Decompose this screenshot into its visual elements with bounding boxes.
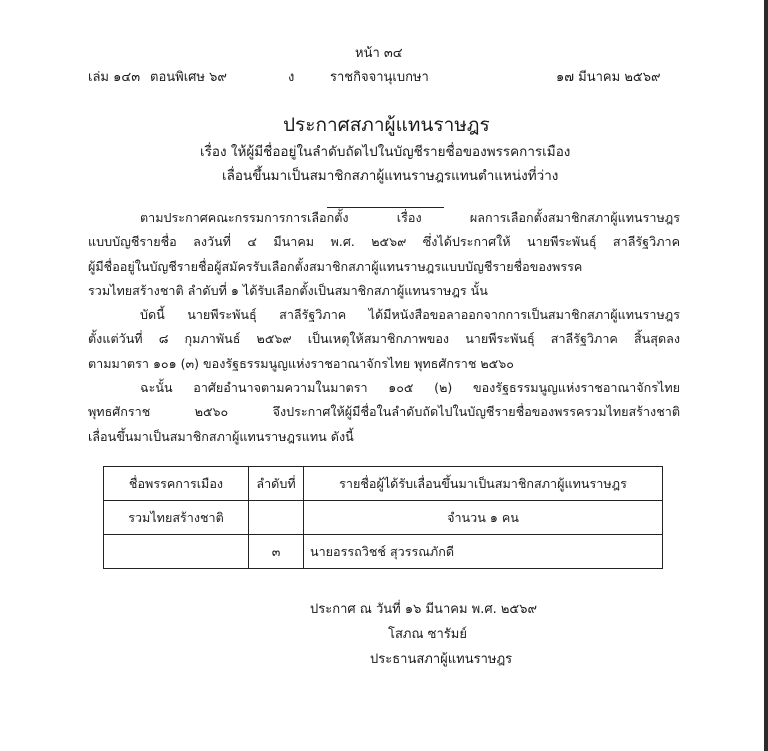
paragraph-1 xyxy=(88,206,680,303)
table-header-row xyxy=(104,467,663,501)
table-row xyxy=(104,501,663,535)
page-edge xyxy=(764,0,768,751)
publication-name: ราชกิจจานุเบกษา xyxy=(330,70,429,85)
paragraph-line: รวมไทยสร้างชาติ ลำดับที่ ๑ ได้รับเลือกตั้งเป็นสมาชิกสภาผู้แทนราษฎร นั้น xyxy=(88,282,488,298)
member-name: นายอรรถวิชช์ สุวรรณภักดี xyxy=(304,535,663,569)
section-letter: ง xyxy=(288,70,295,85)
paragraph-line: ตามมาตรา ๑๐๑ (๓) ของรัฐธรรมนูญแห่งราชอาณาจักรไทย พุทธศักราช ๒๕๖๐ xyxy=(88,355,514,371)
page-number: หน้า ๓๔ xyxy=(355,46,403,61)
paragraph-line: ตามประกาศคณะกรรมการการเลือกตั้ง เรื่อง ผลการเลือกตั้งสมาชิกสภาผู้แทนราษฎร xyxy=(140,210,680,225)
empty-cell xyxy=(104,535,249,569)
signatory-name: โสภณ ซารัมย์ xyxy=(388,627,467,642)
publication-date: ๑๗ มีนาคม ๒๕๖๙ xyxy=(556,70,661,85)
subject-line-1: เรื่อง ให้ผู้มีชื่ออยู่ในลำดับถัดไปในบัญชีรายชื่อของพรรคการเมือง xyxy=(200,144,571,160)
signatory-position: ประธานสภาผู้แทนราษฎร xyxy=(370,652,513,667)
appointment-table xyxy=(103,466,663,569)
order-number: ๓ xyxy=(249,535,304,569)
issue-number: ตอนพิเศษ ๖๙ xyxy=(150,70,227,85)
paragraph-line: ตั้งแต่วันที่ ๘ กุมภาพันธ์ ๒๕๖๙ เป็นเหตุให้สมาชิกภาพของ นายพีระพันธุ์ สาลีรัฐวิภาค สิ้นสุดลง xyxy=(88,331,680,347)
header-order: ลำดับที่ xyxy=(249,467,304,501)
subject-line-2: เลื่อนขึ้นมาเป็นสมาชิกสภาผู้แทนราษฎรแทนตำแหน่งที่ว่าง xyxy=(222,168,559,184)
announcement-date: ประกาศ ณ วันที่ ๑๖ มีนาคม พ.ศ. ๒๕๖๙ xyxy=(310,602,538,617)
paragraph-line: ฉะนั้น อาศัยอำนาจตามความในมาตรา ๑๐๕ (๒) ของรัฐธรรมนูญแห่งราชอาณาจักรไทย xyxy=(140,380,680,395)
document-title: ประกาศสภาผู้แทนราษฎร xyxy=(283,114,490,136)
empty-cell xyxy=(249,501,304,535)
member-count: จำนวน ๑ คน xyxy=(304,501,663,535)
volume-number: เล่ม ๑๔๓ xyxy=(88,70,141,85)
paragraph-line: แบบบัญชีรายชื่อ ลงวันที่ ๔ มีนาคม พ.ศ. ๒๕๖๙ ซึ่งได้ประกาศให้ นายพีระพันธุ์ สาลีรัฐวิภาค xyxy=(88,234,680,250)
header-party: ชื่อพรรคการเมือง xyxy=(104,467,249,501)
paragraph-line: บัดนี้ นายพีระพันธุ์ สาลีรัฐวิภาค ได้มีหนังสือขอลาออกจากการเป็นสมาชิกสภาผู้แทนราษฎร xyxy=(140,307,680,322)
paragraph-line: ผู้มีชื่ออยู่ในบัญชีรายชื่อผู้สมัครรับเลือกตั้งสมาชิกสภาผู้แทนราษฎรแบบบัญชีรายชื่อของพรรค xyxy=(88,258,583,274)
header-names: รายชื่อผู้ได้รับเลื่อนขึ้นมาเป็นสมาชิกสภาผู้แทนราษฎร xyxy=(304,467,663,501)
paragraph-line: เลื่อนขึ้นมาเป็นสมาชิกสภาผู้แทนราษฎรแทน ดังนี้ xyxy=(88,428,354,444)
paragraph-2 xyxy=(88,303,680,376)
paragraph-line: พุทธศักราช ๒๕๖๐ จึงประกาศให้ผู้มีชื่อในลำดับถัดไปในบัญชีรายชื่อของพรรครวมไทยสร้างชาติ xyxy=(88,404,680,420)
table-row xyxy=(104,535,663,569)
paragraph-3 xyxy=(88,376,680,449)
party-name: รวมไทยสร้างชาติ xyxy=(104,501,249,535)
